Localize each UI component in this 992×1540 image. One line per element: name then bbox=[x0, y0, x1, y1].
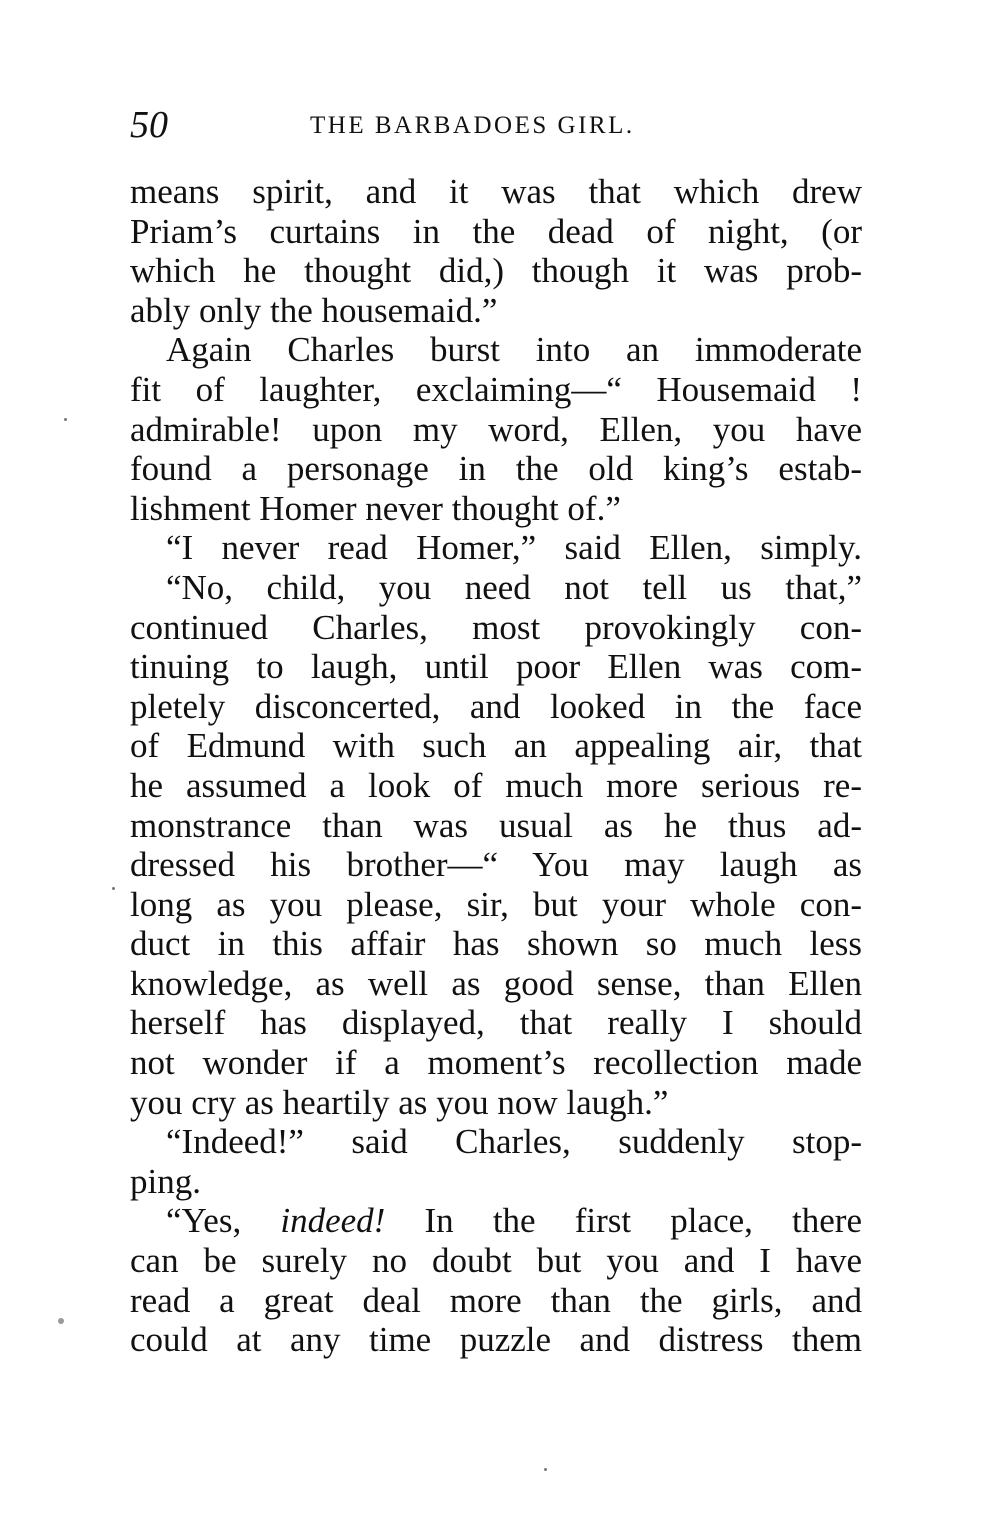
text-line: “No, child, you need not tell us that,” bbox=[166, 567, 862, 607]
text-line: Again Charles burst into an immoderate bbox=[166, 330, 862, 370]
text-line: long as you please, sir, but your whole con- bbox=[130, 884, 862, 924]
text-line: duct in this affair has shown so much less bbox=[130, 924, 862, 964]
text-run: In the first place, there bbox=[385, 1201, 862, 1241]
text-line: dressed his brother—“ You may laugh as bbox=[130, 845, 862, 885]
page-number: 50 bbox=[130, 104, 168, 146]
text-line bbox=[130, 1201, 862, 1241]
running-title: THE BARBADOES GIRL. bbox=[310, 112, 635, 139]
text-line: “Indeed!” said Charles, suddenly stop- bbox=[166, 1122, 862, 1162]
running-head bbox=[130, 100, 862, 150]
italic-emphasis: indeed! bbox=[280, 1201, 386, 1241]
text-line: Priam’s curtains in the dead of night, (or bbox=[130, 211, 862, 251]
text-line: pletely disconcerted, and looked in the face bbox=[130, 686, 862, 726]
text-line: you cry as heartily as you now laugh.” bbox=[130, 1082, 669, 1122]
scan-speck bbox=[64, 418, 67, 421]
text-line: continued Charles, most provokingly con- bbox=[130, 607, 862, 647]
text-line: of Edmund with such an appealing air, that bbox=[130, 726, 862, 766]
text-line: could at any time puzzle and distress them bbox=[130, 1320, 862, 1360]
text-line: tinuing to laugh, until poor Ellen was com- bbox=[130, 647, 862, 687]
text-line: fit of laughter, exclaiming—“ Housemaid ! bbox=[130, 369, 862, 409]
text-line: not wonder if a moment’s recollection made bbox=[130, 1043, 862, 1083]
text-line: herself has displayed, that really I should bbox=[130, 1003, 862, 1043]
text-line: “I never read Homer,” said Ellen, simply. bbox=[166, 528, 862, 568]
text-line: means spirit, and it was that which drew bbox=[130, 172, 862, 211]
text-line: found a personage in the old king’s estab- bbox=[130, 449, 862, 489]
text-line: lishment Homer never thought of.” bbox=[130, 488, 621, 528]
text-line: he assumed a look of much more serious re- bbox=[130, 765, 862, 805]
text-line: monstrance than was usual as he thus ad- bbox=[130, 805, 862, 845]
text-line: ping. bbox=[130, 1161, 201, 1201]
body-text bbox=[130, 172, 862, 1360]
scan-speck bbox=[112, 887, 115, 890]
text-run: “Yes, bbox=[166, 1201, 281, 1241]
scan-speck bbox=[58, 1318, 64, 1324]
text-line: admirable! upon my word, Ellen, you have bbox=[130, 409, 862, 449]
text-line: ably only the housemaid.” bbox=[130, 290, 498, 330]
text-line: which he thought did,) though it was prob- bbox=[130, 251, 862, 291]
text-line: can be surely no doubt but you and I have bbox=[130, 1241, 862, 1281]
scan-speck bbox=[544, 1468, 547, 1471]
text-line: knowledge, as well as good sense, than Ellen bbox=[130, 963, 862, 1003]
text-line: read a great deal more than the girls, and bbox=[130, 1280, 862, 1320]
